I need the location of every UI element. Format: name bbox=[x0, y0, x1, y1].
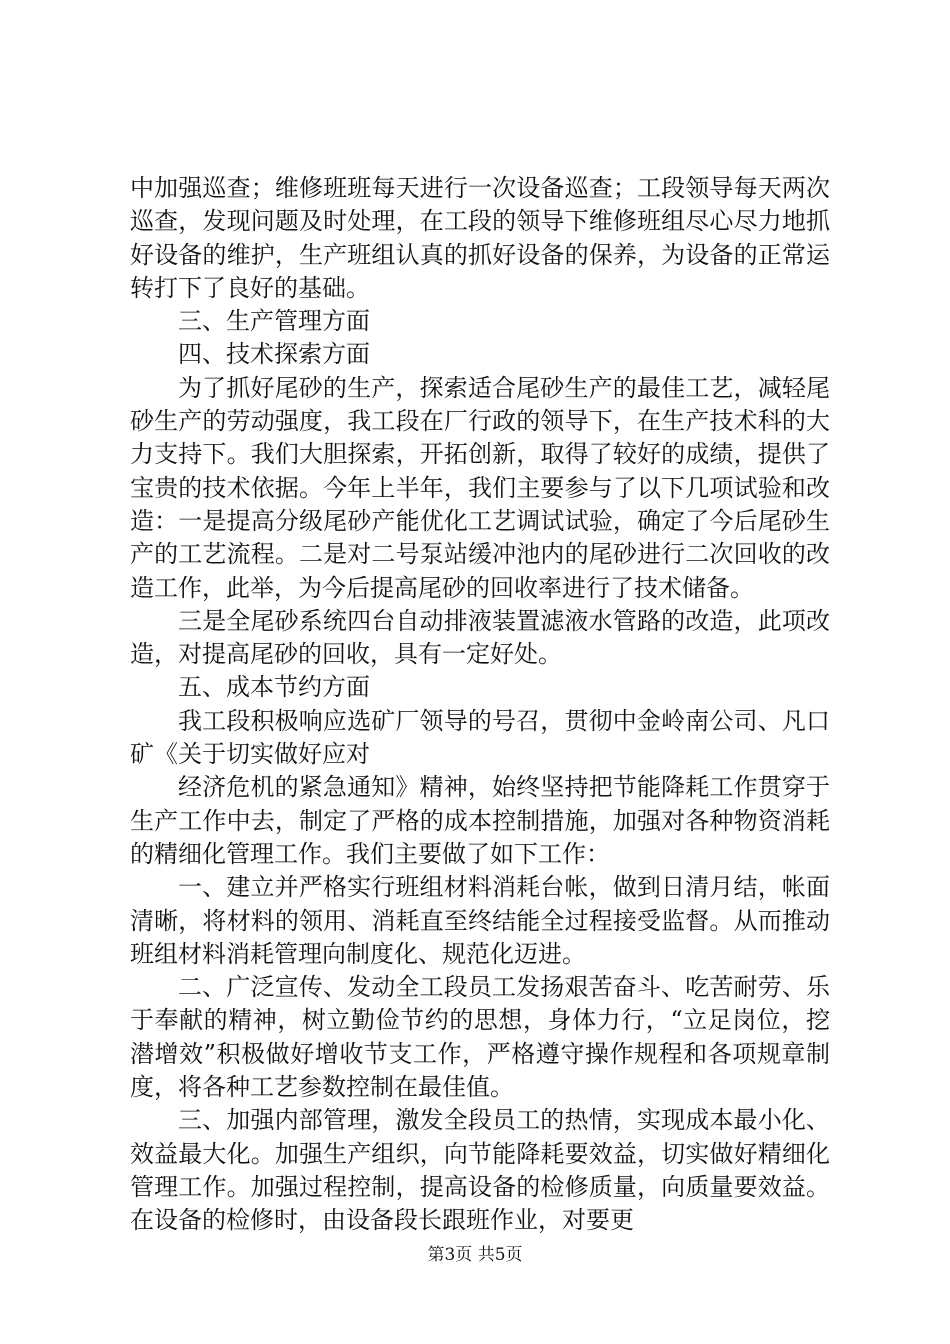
paragraph: 三、加强内部管理，激发全段员工的热情，实现成本最小化、效益最大化。加强生产组织，向节能降耗要效益，切实做好精细化管理工作。加强过程控制，提高设备的检修质量，向质量要效益。在设备的检修时，由设备段长跟班作业，对要更 bbox=[130, 1106, 830, 1235]
paragraph: 二、广泛宣传、发动全工段员工发扬艰苦奋斗、吃苦耐劳、乐于奉献的精神，树立勤俭节约的思想，身体力行，“立足岗位，挖潜增效”积极做好增收节支工作，严格遵守操作规程和各项规章制度，将各种工艺参数控制在最佳值。 bbox=[130, 973, 830, 1102]
document-body bbox=[130, 172, 830, 1238]
paragraph: 三是全尾砂系统四台自动排液装置滤液水管路的改造，此项改造，对提高尾砂的回收，具有一定好处。 bbox=[130, 606, 830, 669]
paragraph: 经济危机的紧急通知》精神，始终坚持把节能降耗工作贯穿于生产工作中去，制定了严格的成本控制措施，加强对各种物资消耗的精细化管理工作。我们主要做了如下工作： bbox=[130, 773, 830, 868]
paragraph: 中加强巡查；维修班班每天进行一次设备巡查；工段领导每天两次巡查，发现问题及时处理，在工段的领导下维修班组尽心尽力地抓好设备的维护，生产班组认真的抓好设备的保养，为设备的正常运转打下了良好的基础。 bbox=[130, 174, 830, 302]
paragraph: 我工段积极响应选矿厂领导的号召，贯彻中金岭南公司、凡口矿《关于切实做好应对 bbox=[130, 706, 830, 769]
paragraph: 一、建立并严格实行班组材料消耗台帐，做到日清月结，帐面清晰，将材料的领用、消耗直至终结能全过程接受监督。从而推动班组材料消耗管理向制度化、规范化迈进。 bbox=[130, 873, 830, 968]
paragraph: 三、生产管理方面 bbox=[178, 307, 370, 336]
paragraph: 为了抓好尾砂的生产，探索适合尾砂生产的最佳工艺，减轻尾砂生产的劳动强度，我工段在厂行政的领导下，在生产技术科的大力支持下。我们大胆探索，开拓创新，取得了较好的成绩，提供了宝贵的技术依据。今年上半年，我们主要参与了以下几项试验和改造：一是提高分级尾砂产能优化工艺调试试验，确定了今后尾砂生产的工艺流程。二是对二号泵站缓冲池内的尾砂进行二次回收的改造工作，此举，为今后提高尾砂的回收率进行了技术储备。 bbox=[130, 373, 830, 602]
paragraph: 五、成本节约方面 bbox=[178, 673, 370, 702]
paragraph: 四、技术探索方面 bbox=[178, 340, 370, 369]
page-footer: 第3页 共5页 bbox=[427, 1245, 523, 1265]
